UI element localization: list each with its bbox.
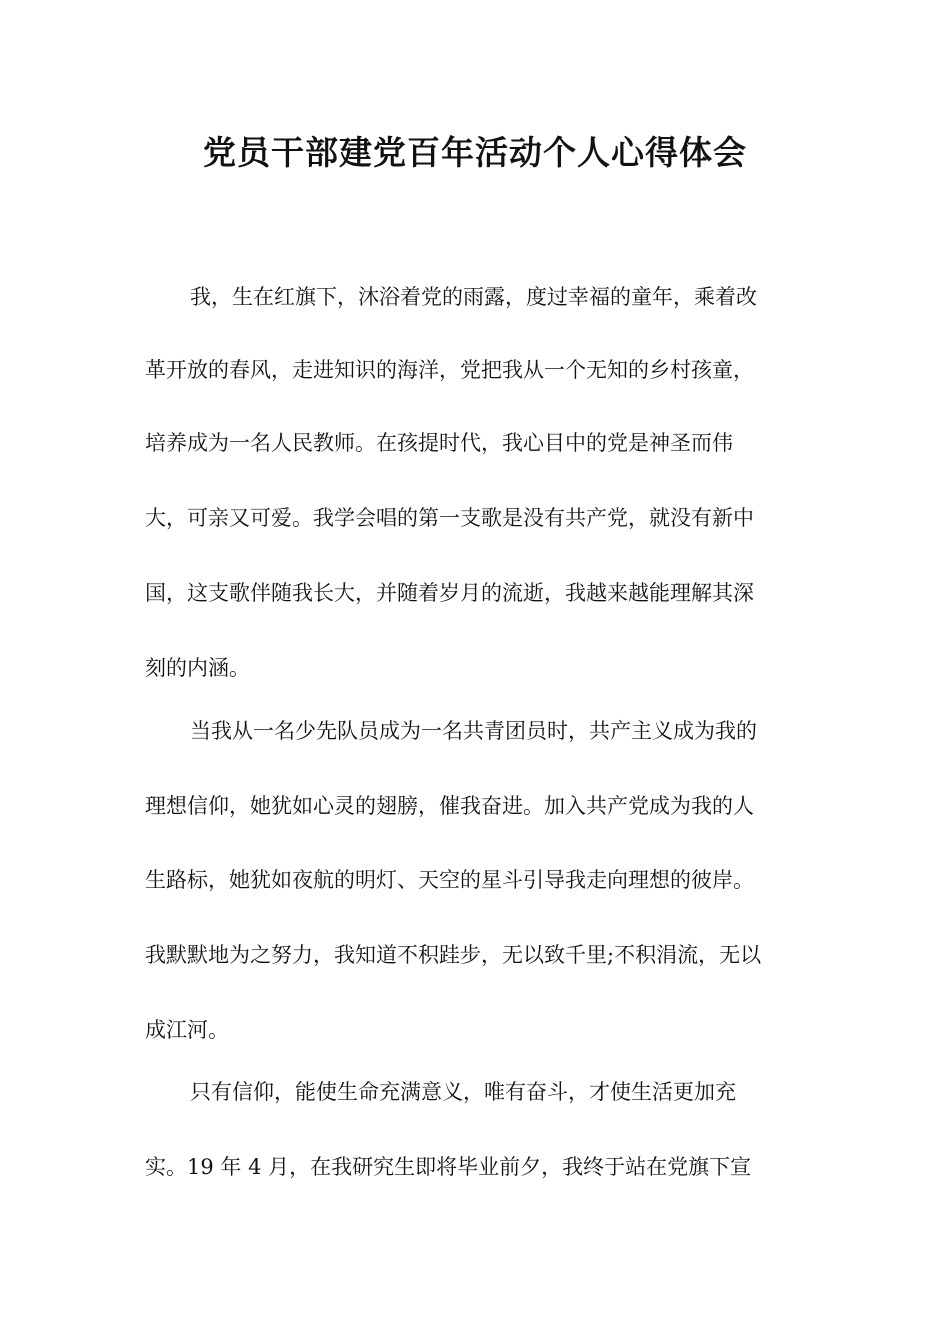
paragraph-1-line-2: 革开放的春风，走进知识的海洋，党把我从一个无知的乡村孩童， [145, 358, 754, 382]
paragraph-2-line-3: 生路标，她犹如夜航的明灯、天空的星斗引导我走向理想的彼岸。 [145, 868, 754, 892]
paragraph-2-line-5: 成江河。 [145, 1018, 229, 1042]
paragraph-1-line-5: 国，这支歌伴随我长大，并随着岁月的流逝，我越来越能理解其深 [145, 581, 754, 605]
paragraph-1-line-3: 培养成为一名人民教师。在孩提时代，我心目中的党是神圣而伟 [145, 431, 733, 455]
paragraph-2-line-2: 理想信仰，她犹如心灵的翅膀，催我奋进。加入共产党成为我的人 [145, 794, 754, 818]
paragraph-2-line-4: 我默默地为之努力，我知道不积跬步，无以致千里;不积涓流，无以 [145, 943, 762, 967]
paragraph-1-line-1: 我，生在红旗下，沐浴着党的雨露，度过幸福的童年，乘着改 [190, 285, 757, 309]
paragraph-1-line-4: 大，可亲又可爱。我学会唱的第一支歌是没有共产党，就没有新中 [145, 506, 754, 530]
paragraph-2-line-1: 当我从一名少先队员成为一名共青团员时，共产主义成为我的 [190, 719, 757, 743]
paragraph-1-line-6: 刻的内涵。 [145, 656, 250, 680]
document-title: 党员干部建党百年活动个人心得体会 [203, 133, 747, 172]
paragraph-3-line-2: 实。19 年 4 月，在我研究生即将毕业前夕，我终于站在党旗下宣 [145, 1155, 752, 1179]
paragraph-3-line-1: 只有信仰，能使生命充满意义，唯有奋斗，才使生活更加充 [190, 1080, 736, 1104]
